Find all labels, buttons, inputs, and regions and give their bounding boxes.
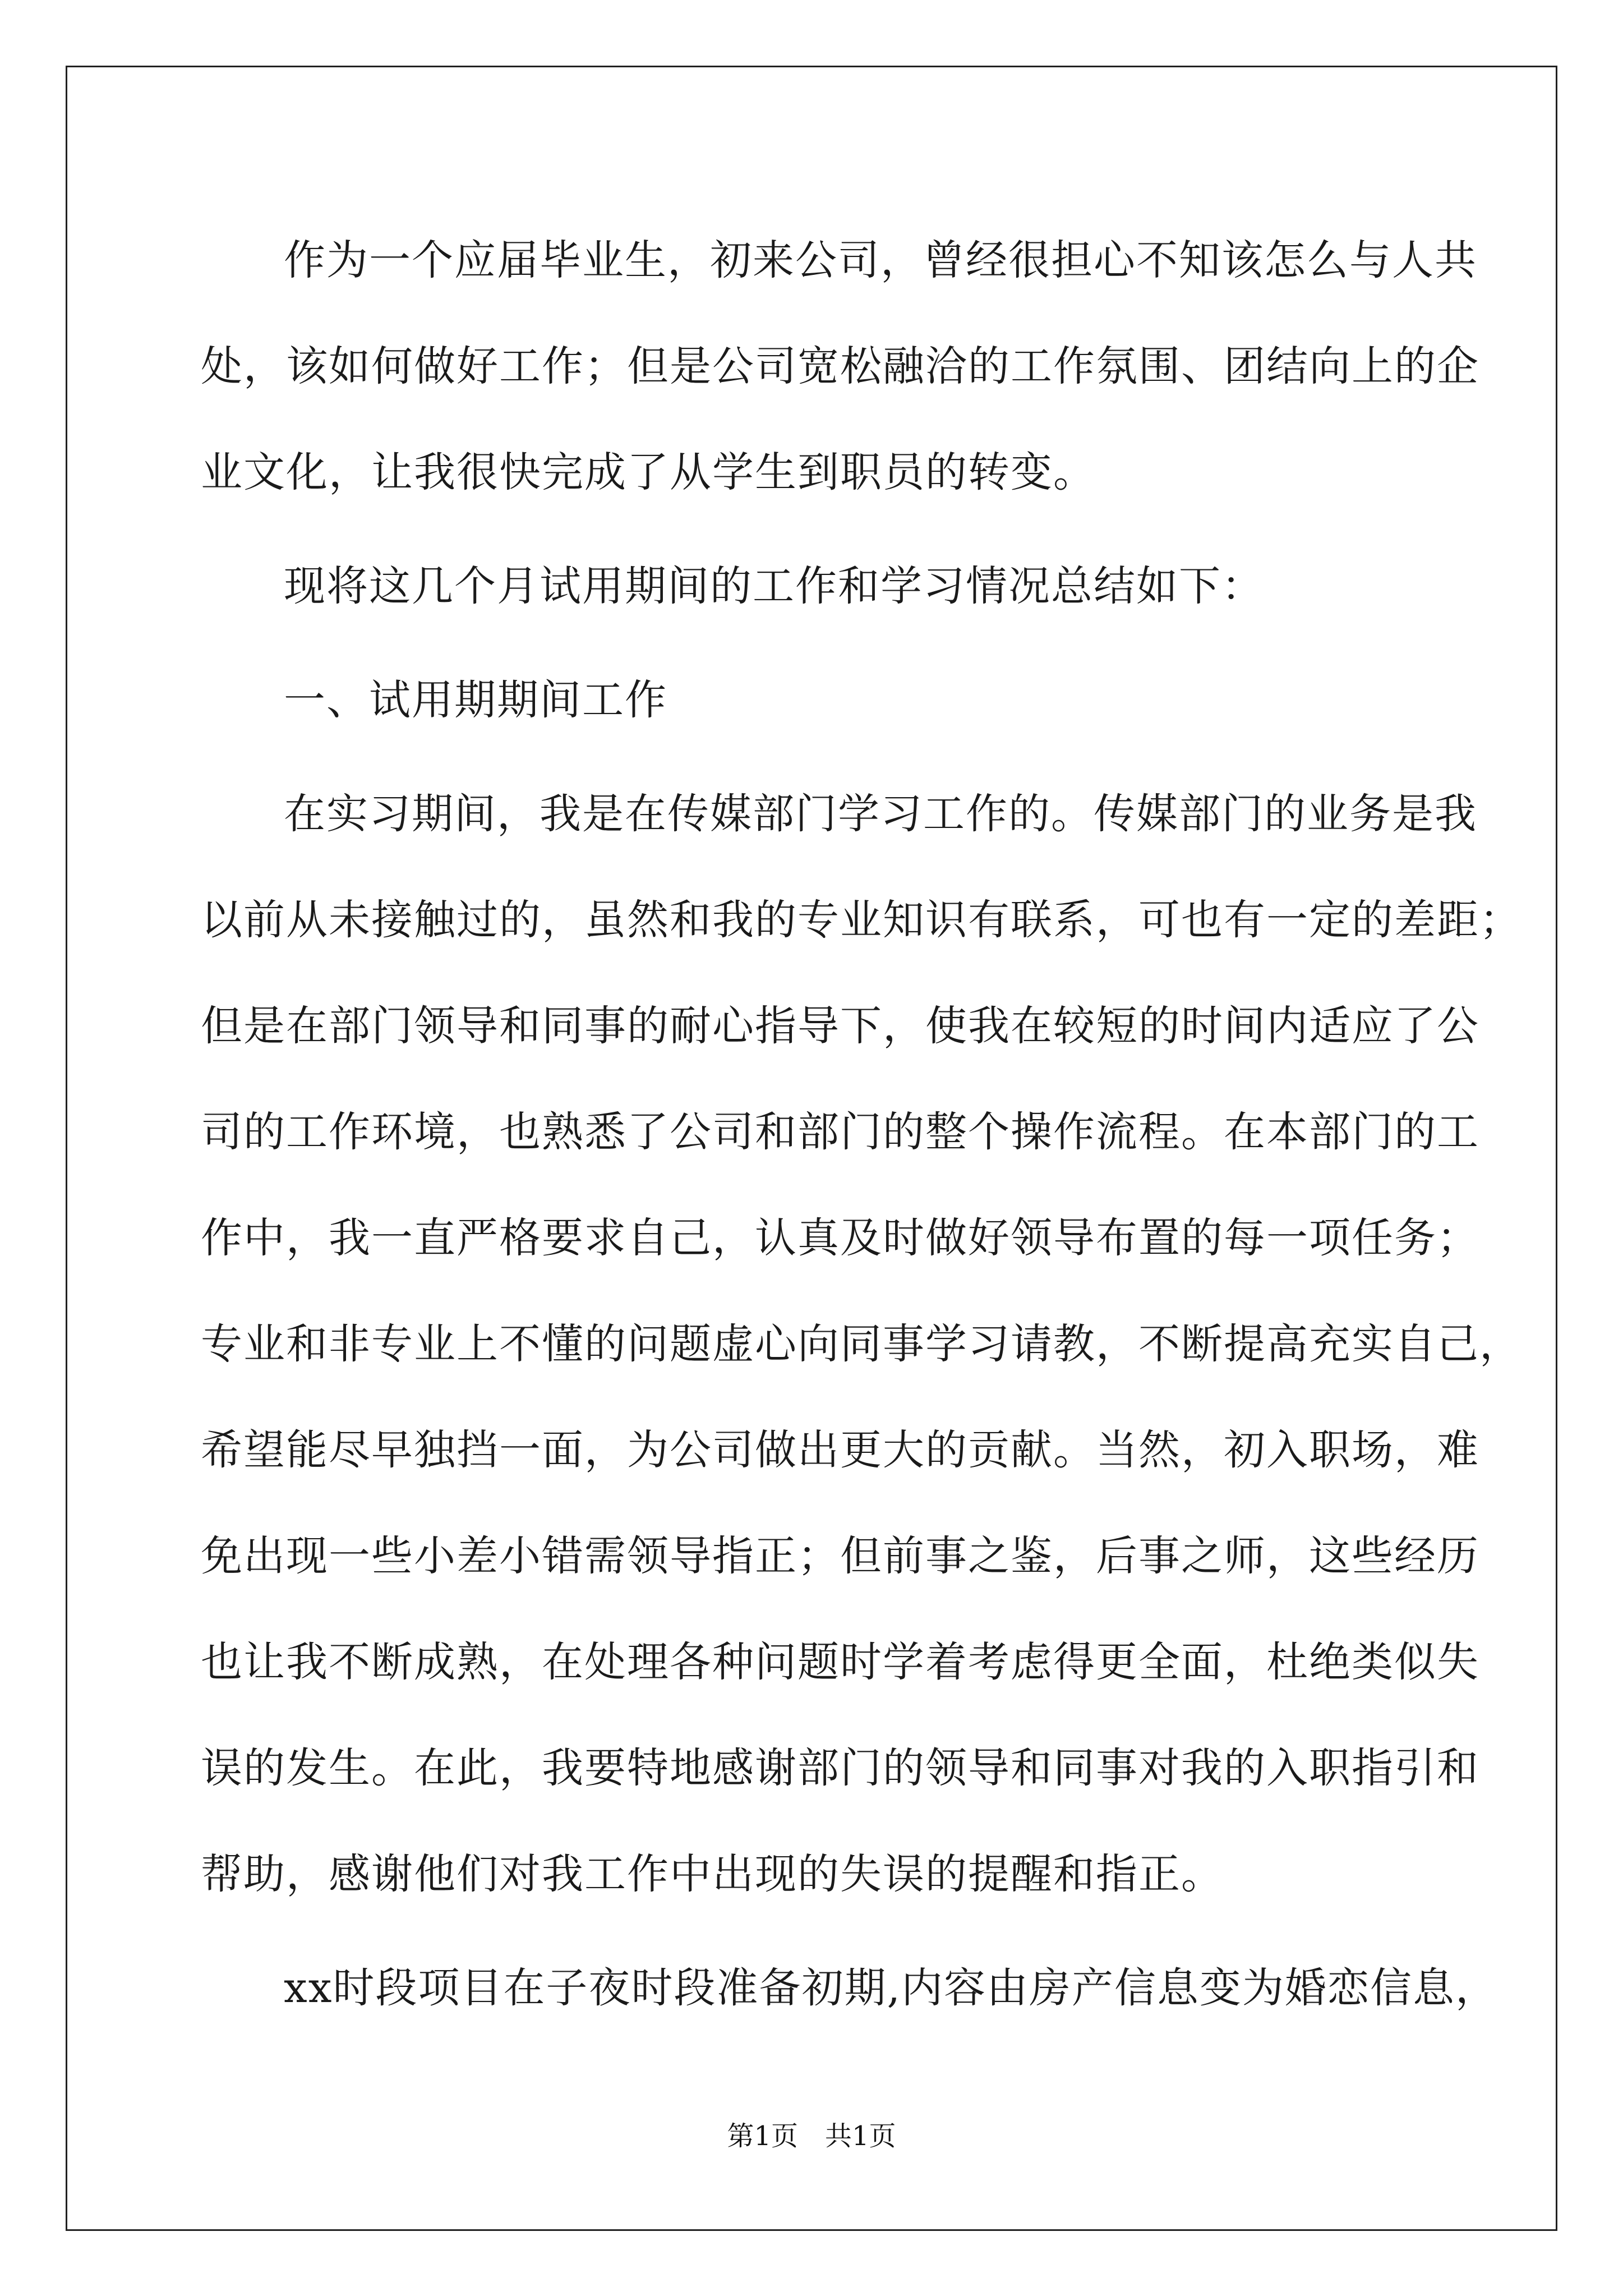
paragraph-internship xyxy=(201,761,1522,1927)
paragraph-summary-lead xyxy=(201,533,1435,639)
paragraph-intro xyxy=(201,208,1479,526)
page-footer: 第1页 共1页 xyxy=(727,2120,896,2152)
text-line: 免出现一些小差小错需领导指正；但前事之鉴，后事之师，这些经历 xyxy=(201,1532,1479,1580)
document-body xyxy=(201,208,1522,2049)
text-line: 作中，我一直严格要求自己，认真及时做好领导布置的每一项任务； xyxy=(201,1214,1479,1262)
text-line: 误的发生。在此，我要特地感谢部门的领导和同事对我的入职指引和 xyxy=(201,1744,1479,1792)
text-line: 专业和非专业上不懂的问题虚心向同事学习请教，不断提高充实自己， xyxy=(201,1320,1522,1368)
text-line: 希望能尽早独挡一面，为公司做出更大的贡献。当然，初入职场，难 xyxy=(201,1426,1479,1474)
section-heading xyxy=(201,647,1435,753)
heading-line: 一、试用期期间工作 xyxy=(284,676,667,724)
text-line: 帮助，感谢他们对我工作中出现的失误的提醒和指正。 xyxy=(201,1850,1224,1898)
text-line: 在实习期间，我是在传媒部门学习工作的。传媒部门的业务是我 xyxy=(284,790,1477,838)
text-line: 作为一个应届毕业生，初来公司，曾经很担心不知该怎么与人共 xyxy=(284,236,1477,284)
text-line: 业文化，让我很快完成了从学生到职员的转变。 xyxy=(201,448,1096,496)
text-line: 也让我不断成熟，在处理各种问题时学着考虑得更全面，杜绝类似失 xyxy=(201,1638,1479,1686)
text-line: 处，该如何做好工作；但是公司宽松融洽的工作氛围、团结向上的企 xyxy=(201,342,1479,390)
text-line: 现将这几个月试用期间的工作和学习情况总结如下： xyxy=(284,562,1264,610)
text-line: 司的工作环境，也熟悉了公司和部门的整个操作流程。在本部门的工 xyxy=(201,1108,1479,1156)
text-line: 以前从未接触过的，虽然和我的专业知识有联系，可也有一定的差距； xyxy=(201,896,1522,944)
text-line: xx时段项目在子夜时段准备初期,内容由房产信息变为婚恋信息， xyxy=(284,1964,1498,2012)
paragraph-project xyxy=(201,1935,1498,2041)
text-line: 但是在部门领导和同事的耐心指导下，使我在较短的时间内适应了公 xyxy=(201,1002,1479,1050)
